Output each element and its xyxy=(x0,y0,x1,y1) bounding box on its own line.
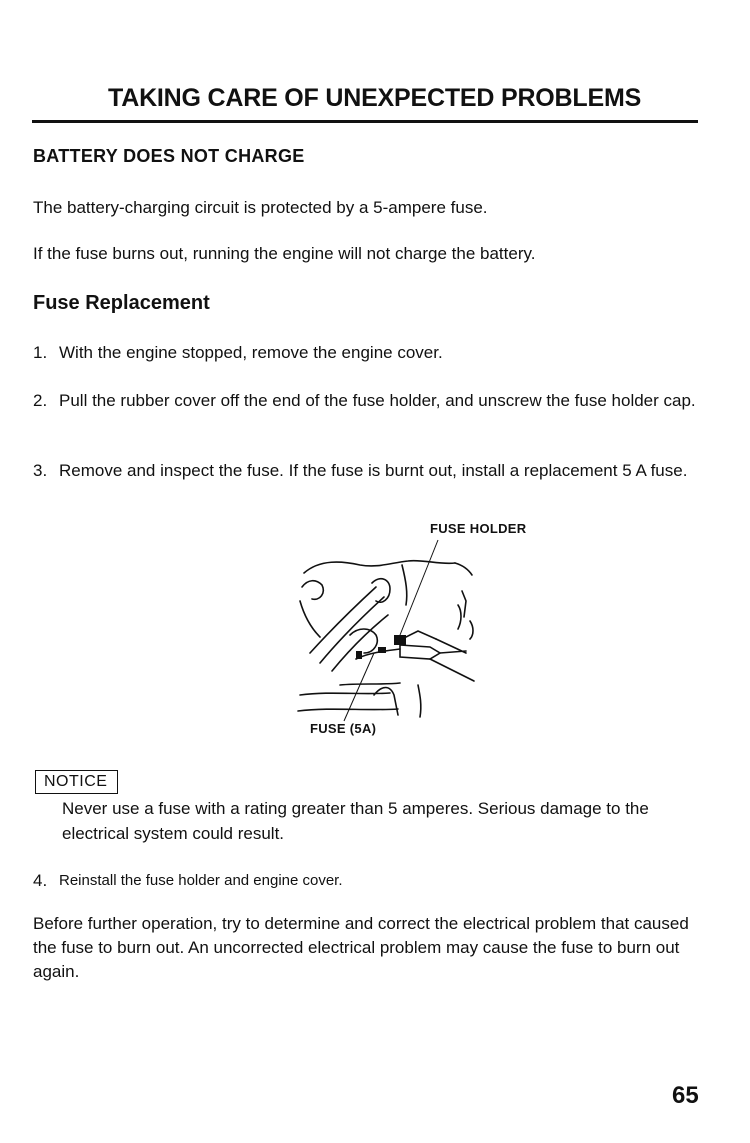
fuse-warning-paragraph: If the fuse burns out, running the engine will not charge the battery. xyxy=(33,244,536,263)
fuse-holder-label: FUSE HOLDER xyxy=(430,521,527,536)
step-text: With the engine stopped, remove the engine cover. xyxy=(59,343,443,362)
fuse-label: FUSE (5A) xyxy=(310,721,377,736)
title-rule xyxy=(32,120,698,123)
step-text: Reinstall the fuse holder and engine cover. xyxy=(59,872,343,889)
step-number: 2. xyxy=(33,391,48,410)
fuse-holder-illustration xyxy=(290,515,550,740)
intro-paragraph: The battery-charging circuit is protected by a 5-ampere fuse. xyxy=(33,198,488,217)
step-number: 1. xyxy=(33,343,48,362)
subsection-title: Fuse Replacement xyxy=(33,292,210,314)
step-text: Pull the rubber cover off the end of the fuse holder, and unscrew the fuse holder cap. xyxy=(59,391,696,410)
step-4 xyxy=(33,868,705,893)
step-1 xyxy=(33,340,705,365)
step-2 xyxy=(33,388,705,413)
step-number: 3. xyxy=(33,461,48,480)
engine-drawing xyxy=(290,535,550,740)
notice-label: NOTICE xyxy=(35,770,118,794)
page-title: TAKING CARE OF UNEXPECTED PROBLEMS xyxy=(108,84,642,112)
step-text: Remove and inspect the fuse. If the fuse is burnt out, install a replacement 5 A fuse. xyxy=(59,461,688,480)
step-3 xyxy=(33,458,705,483)
closing-paragraph: Before further operation, try to determine and correct the electrical problem that caused the fuse to burn out. An uncorrected electrical problem may cause the fuse to burn out again. xyxy=(33,914,689,981)
section-title: BATTERY DOES NOT CHARGE xyxy=(33,146,305,166)
notice-text: Never use a fuse with a rating greater than 5 amperes. Serious damage to the electrical system could result. xyxy=(62,799,649,843)
step-number: 4. xyxy=(33,871,48,890)
page-number: 65 xyxy=(672,1082,699,1109)
